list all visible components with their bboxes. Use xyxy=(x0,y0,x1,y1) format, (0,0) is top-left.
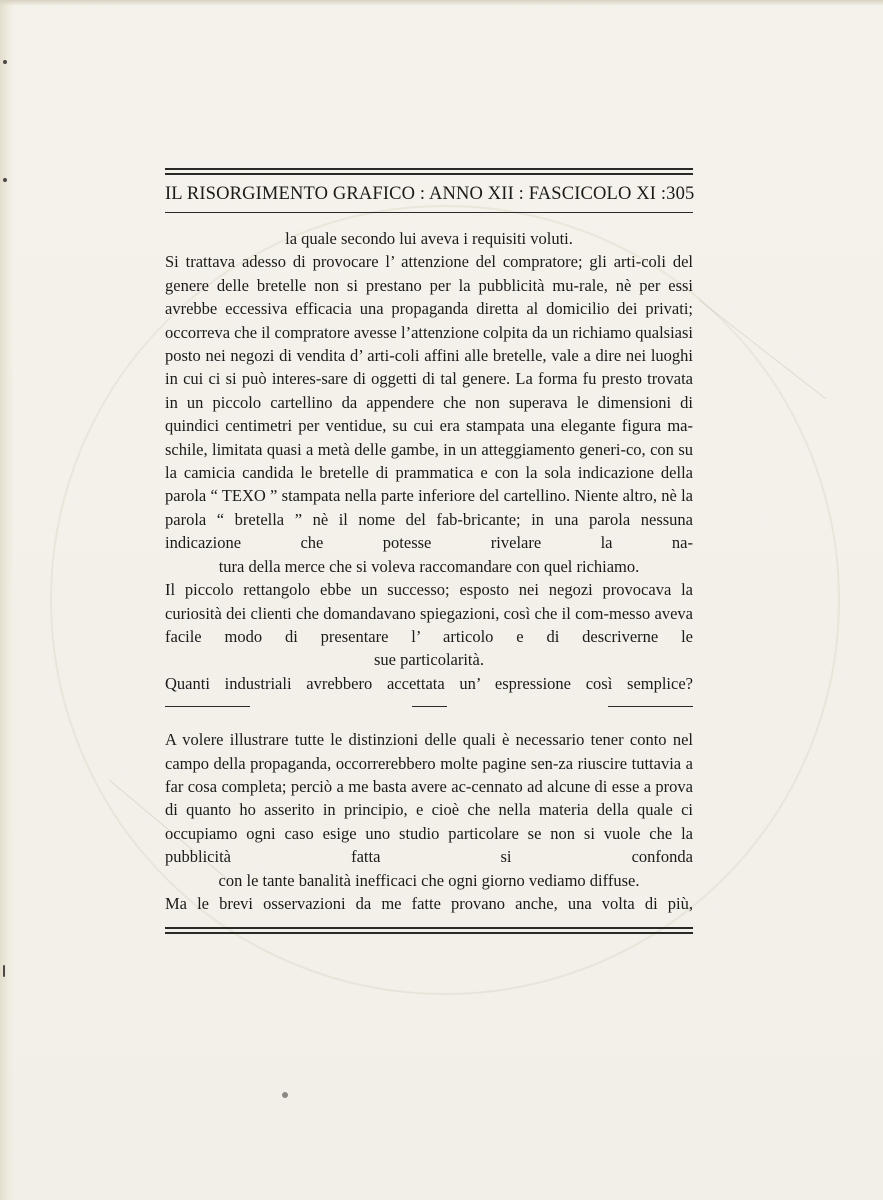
paragraph: sue particolarità. xyxy=(374,650,484,670)
paper-speck xyxy=(3,60,7,64)
paragraph: la quale secondo lui aveva i requisiti voluti. xyxy=(285,229,573,248)
footer-double-rule xyxy=(165,927,693,929)
text-column xyxy=(165,168,693,929)
paragraph: Quanti industriali avrebbero accettata un’ espressione così semplice? xyxy=(165,673,693,693)
paragraph: tura della merce che si voleva raccomandare con quel richiamo. xyxy=(218,556,640,576)
paper-speck xyxy=(3,178,7,182)
header-title: IL RISORGIMENTO GRAFICO : ANNO XII : FASCICOLO XI : xyxy=(165,184,667,204)
header-rule xyxy=(165,212,693,213)
page-top-edge-shadow xyxy=(0,0,883,6)
article-section-2 xyxy=(165,728,693,915)
paragraph: Si trattava adesso di provocare l’ attenzione del compratore; gli arti-coli del genere delle bretelle non si prestano per la pubblicità mu-rale, nè per essi avrebbe eccessiva efficacia una propaganda diretta al domicilio dei privati; occorreva che il compratore avesse l’attenzione colpita da un richiamo qualsiasi posto nei negozi di vendita d’ arti-coli affini alle bretelle, vale a dire nei luoghi in cui ci si può interes-sare di oggetti di tal genere. La forma fu presto trovata in un piccolo cartellino da appendere che non superava le dimensioni di quindici centimetri per ventidue, su cui era stampata una elegante figura ma-schile, limitata quasi a metà delle gambe, in un atteggiamento generi-co, con su la camicia candida le bretelle di prammatica e con la sola indicazione della parola “ TEXO ” stampata nella parte inferiore del cartellino. Niente altro, nè la parola “ bretella ” nè il nome del fab-bricante; in una parola nessuna indicazione che potesse rivelare la na- xyxy=(165,252,693,553)
section-separator xyxy=(165,699,693,713)
separator-rule-center xyxy=(412,706,447,707)
paragraph: con le tante banalità inefficaci che ogni giorno vediamo diffuse. xyxy=(218,870,640,890)
running-header xyxy=(165,176,693,212)
separator-rule-right xyxy=(608,706,693,707)
watermark-stroke xyxy=(699,300,826,399)
paragraph: Ma le brevi osservazioni da me fatte provano anche, una volta di più, xyxy=(165,893,693,913)
paper-speck xyxy=(3,965,5,977)
separator-rule-left xyxy=(165,706,250,707)
paragraph: Il piccolo rettangolo ebbe un successo; esposto nei negozi provocava la curiosità dei clienti che domandavano spiegazioni, così che il com-messo aveva facile modo di presentare l’ articolo e di descriverne le xyxy=(165,580,693,646)
page-number: 305 xyxy=(666,184,695,204)
paper-speck xyxy=(282,1092,288,1098)
header-double-rule xyxy=(165,168,693,170)
paragraph: A volere illustrare tutte le distinzioni delle quali è necessario tener conto nel campo della propaganda, occorrerebbero molte pagine sen-za riuscire tuttavia a far cosa completa; perciò a me basta avere ac-cennato ad alcune di esse a prova di quanto ho asserito in principio, e cioè che nella materia della quale ci occupiamo ogni caso esige uno studio particolare se non si vuole che la pubblicità fatta si confonda xyxy=(165,730,693,867)
article-section-1 xyxy=(165,227,693,695)
